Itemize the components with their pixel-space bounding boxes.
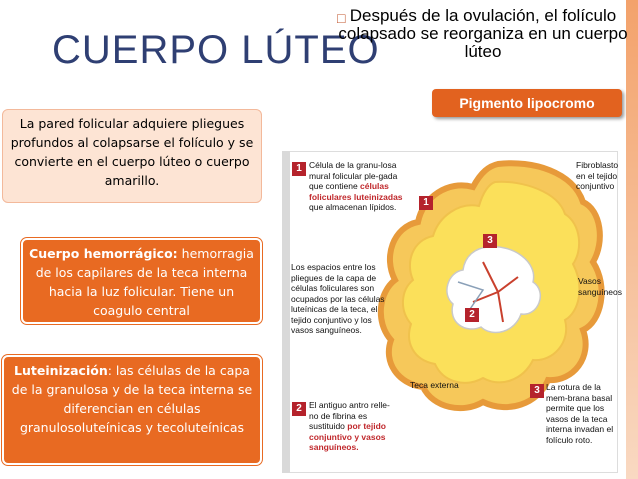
- figure-margin-bar: [282, 151, 290, 473]
- legend-marker-3: 3: [530, 384, 544, 398]
- label-fibroblast: Fibroblasto en el tejido conjuntivo: [576, 160, 619, 191]
- legend-text-2a: El antiguo antro relle-no de fibrina es sustituido: [309, 400, 390, 431]
- legend-text-1b: que almacenan lípidos.: [309, 202, 397, 212]
- label-vessels: Vasos sanguíneos: [578, 276, 622, 297]
- marker-2-figure: 2: [465, 308, 479, 322]
- side-accent-bar: [626, 0, 638, 479]
- legend-text-1: [309, 160, 405, 213]
- legend-text-2: [309, 400, 397, 453]
- info-card-folicular-wall: La pared folicular adquiere pliegues profundos al colapsarse el folículo y se convierte en el cuerpo lúteo o cuerpo amarillo.: [2, 109, 262, 203]
- bullet-text: Después de la ovulación, el folículo colapsado se reorganiza en un cuerpo lúteo: [338, 6, 628, 61]
- info-card-luteinization: [2, 355, 262, 465]
- card3-term: Luteinización: [14, 363, 108, 378]
- legend-text-1-red: células foliculares luteinizadas: [309, 181, 403, 202]
- legend-marker-2: 2: [292, 402, 306, 416]
- legend-marker-1: 1: [292, 162, 306, 176]
- pigment-button[interactable]: Pigmento lipocromo: [432, 89, 622, 117]
- legend-text-1a: Célula de la granu-losa mural folicular ple-gada que contiene: [309, 160, 398, 191]
- card3-text: : las células de la capa de la granulosa y de la teca interna se diferencian en células granulosoluteínicas y tecoluteínicas: [11, 363, 253, 435]
- card2-term: Cuerpo hemorrágico:: [29, 246, 178, 261]
- marker-3-figure: 3: [483, 234, 497, 248]
- marker-1: 1: [419, 196, 433, 210]
- spaces-text: Los espacios entre los pliegues de la capa de células foliculares son ocupados por las células luteínicas de la teca, el tejido conjuntivo y los vasos sanguíneos.: [291, 262, 385, 335]
- label-teca-externa: Teca externa: [410, 380, 459, 390]
- bullet-square-icon: □: [337, 10, 346, 26]
- slide-title: CUERPO LÚTEO: [52, 28, 380, 72]
- legend-text-3: La rotura de la mem-brana basal permite que los vasos de la teca interna invadan el folículo roto.: [546, 382, 614, 445]
- info-card-hemorrhagic: [21, 238, 262, 324]
- card2-text: hemorragia de los capilares de la teca interna hacia la luz folicular. Tiene un coagulo central: [35, 246, 254, 318]
- legend-text-2-red: por tejido conjuntivo y vasos sanguíneos.: [309, 421, 387, 452]
